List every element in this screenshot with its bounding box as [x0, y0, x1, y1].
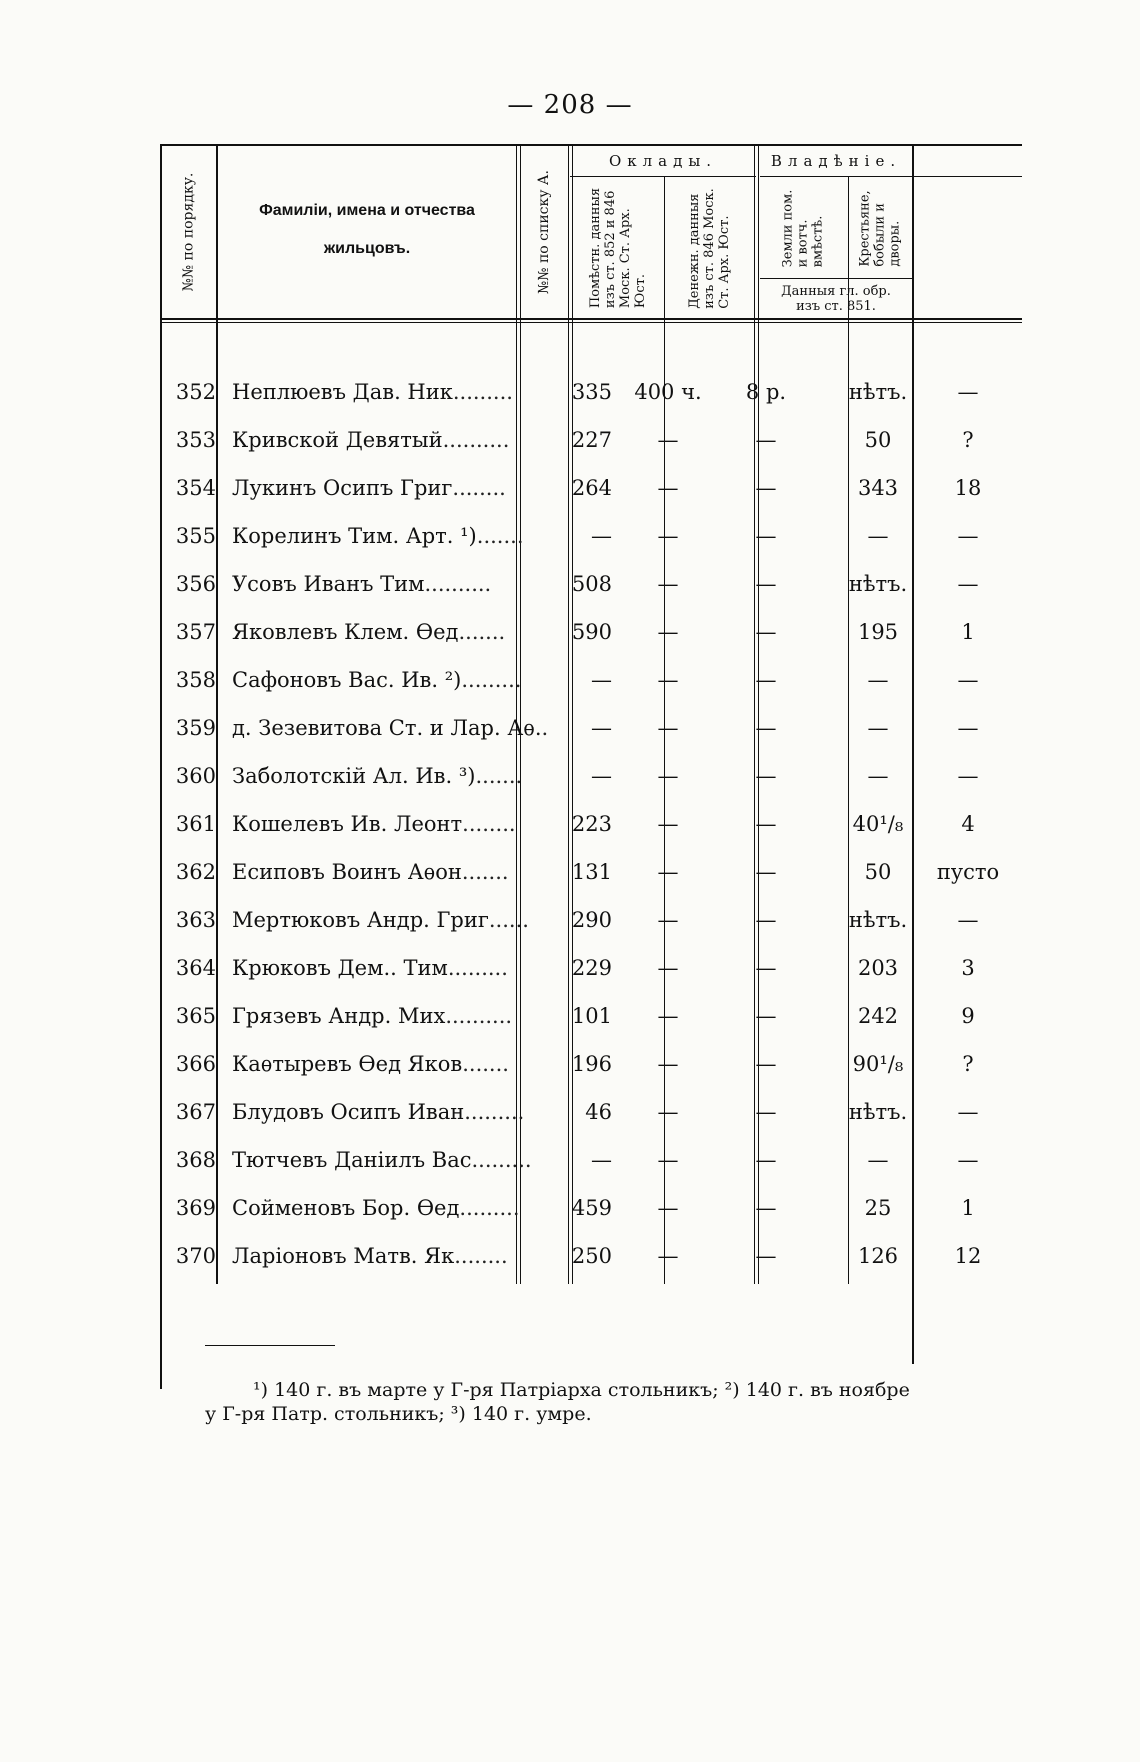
row-number: 366	[175, 1052, 216, 1076]
header-pomest	[573, 178, 663, 318]
zemli-value: —	[867, 1148, 889, 1172]
pomest-value: 400 ч.	[634, 380, 702, 404]
row-number: 355	[175, 524, 216, 548]
table-row	[160, 509, 1002, 563]
pomest-value: —	[657, 908, 679, 932]
header-zemli	[759, 178, 847, 278]
denezh-value: —	[755, 1244, 777, 1268]
krestyane-value: —	[957, 668, 979, 692]
table-row	[160, 653, 1002, 707]
header-zemli-2: и вотч.	[795, 218, 811, 267]
oklady-rule	[570, 176, 756, 177]
resident-name: Заболотскій Ал. Ив. ³).......	[232, 764, 523, 788]
denezh-value: —	[755, 668, 777, 692]
residents-table	[175, 151, 1022, 1660]
krestyane-value: —	[957, 572, 979, 596]
header-denezh-3: Ст. Арх. Юст.	[716, 214, 732, 309]
table-row	[160, 1133, 1002, 1187]
table-row	[160, 701, 1002, 755]
row-number: 365	[175, 1004, 216, 1028]
pomest-value: —	[657, 572, 679, 596]
zemli-value: нѣтъ.	[848, 1100, 908, 1124]
zemli-value: —	[867, 764, 889, 788]
krestyane-value: —	[957, 764, 979, 788]
footnote-rule	[205, 1345, 335, 1346]
table-row	[160, 365, 1002, 419]
krestyane-value: 12	[954, 1244, 982, 1268]
zemli-value: 343	[857, 476, 899, 500]
header-bottom-rule	[160, 318, 1022, 320]
list-number: 335	[571, 380, 612, 404]
table-row	[160, 605, 1002, 659]
table-row	[160, 941, 1002, 995]
resident-name: Ларіоновъ Матв. Як........	[232, 1244, 508, 1268]
denezh-value: —	[755, 524, 777, 548]
pomest-value: —	[657, 476, 679, 500]
header-zemli-1: Земли пом.	[780, 189, 796, 267]
zemli-value: —	[867, 668, 889, 692]
denezh-value: 8 р.	[745, 380, 787, 404]
pomest-value: —	[657, 524, 679, 548]
krestyane-value: 4	[961, 812, 975, 836]
krestyane-value: пусто	[936, 860, 1000, 884]
resident-name: Кошелевъ Ив. Леонт........	[232, 812, 516, 836]
denezh-value: —	[755, 1004, 777, 1028]
krestyane-value: 18	[954, 476, 982, 500]
list-number: 229	[571, 956, 612, 980]
krestyane-value: 9	[961, 1004, 975, 1028]
denezh-value: —	[755, 716, 777, 740]
krestyane-value: 1	[961, 620, 975, 644]
header-bottom-rule-2	[160, 322, 1022, 323]
denezh-value: —	[755, 1052, 777, 1076]
denezh-value: —	[755, 812, 777, 836]
header-oklady: Оклады.	[608, 151, 718, 170]
header-pomest-1: Помѣстн. данныя	[588, 187, 603, 309]
krestyane-value: 3	[961, 956, 975, 980]
denezh-value: —	[755, 764, 777, 788]
resident-name: Блудовъ Осипъ Иван.........	[232, 1100, 525, 1124]
pomest-value: —	[657, 764, 679, 788]
header-denezh-2: изъ ст. 846 Моск.	[701, 187, 717, 309]
row-number: 353	[175, 428, 216, 452]
list-number: 223	[571, 812, 612, 836]
resident-name: Мертюковъ Андр. Григ......	[232, 908, 529, 932]
zemli-value: 126	[857, 1244, 899, 1268]
row-number: 357	[175, 620, 216, 644]
resident-name: Крюковъ Дем.. Тим.........	[232, 956, 508, 980]
header-names-line2: жильцовъ.	[323, 240, 411, 257]
resident-name: Лукинъ Осипъ Григ........	[232, 476, 506, 500]
list-number: 101	[571, 1004, 612, 1028]
pomest-value: —	[657, 812, 679, 836]
row-number: 358	[175, 668, 216, 692]
header-denezh	[665, 178, 753, 318]
zemli-value: нѣтъ.	[848, 572, 908, 596]
table-row	[160, 461, 1002, 515]
zemli-value: 203	[857, 956, 899, 980]
row-number: 367	[175, 1100, 216, 1124]
resident-name: Тютчевъ Даніилъ Вас.........	[232, 1148, 532, 1172]
list-number: —	[591, 668, 612, 692]
krestyane-value: —	[957, 716, 979, 740]
table-row	[160, 413, 1002, 467]
pomest-value: —	[657, 1244, 679, 1268]
zemli-value: 40¹/₈	[852, 812, 904, 836]
pomest-value: —	[657, 1052, 679, 1076]
pomest-value: —	[657, 860, 679, 884]
pomest-value: —	[657, 1100, 679, 1124]
denezh-value: —	[755, 476, 777, 500]
row-number: 352	[175, 380, 216, 404]
zemli-value: нѣтъ.	[848, 908, 908, 932]
table-row	[160, 893, 1002, 947]
row-number: 359	[175, 716, 216, 740]
pomest-value: —	[657, 1196, 679, 1220]
denezh-value: —	[755, 1148, 777, 1172]
resident-name: Кривской Девятый..........	[232, 428, 510, 452]
row-number: 363	[175, 908, 216, 932]
footnotes	[205, 1378, 995, 1426]
pomest-value: —	[657, 1148, 679, 1172]
row-number: 360	[175, 764, 216, 788]
zemli-value: —	[867, 524, 889, 548]
denezh-value: —	[755, 1100, 777, 1124]
list-number: 131	[571, 860, 612, 884]
resident-name: Яковлевъ Клем. Ѳед.......	[232, 620, 506, 644]
krestyane-value: —	[957, 1100, 979, 1124]
header-source-note-2: изъ ст. 851.	[796, 299, 876, 314]
vladenie-source-rule	[760, 278, 914, 279]
header-zemli-3: вмѣстѣ.	[810, 215, 826, 267]
list-number: 508	[571, 572, 612, 596]
table-row	[160, 845, 1002, 899]
zemli-value: 195	[857, 620, 899, 644]
resident-name: Каѳтыревъ Ѳед Яков.......	[232, 1052, 509, 1076]
pomest-value: —	[657, 428, 679, 452]
denezh-value: —	[755, 572, 777, 596]
resident-name: Корелинъ Тим. Арт. ¹).......	[232, 524, 524, 548]
pomest-value: —	[657, 668, 679, 692]
footnote-line-2: у Г-ря Патр. стольникъ; ³) 140 г. умре.	[205, 1403, 592, 1425]
header-names-line1: Фамиліи, имена и отчества	[259, 202, 475, 219]
denezh-value: —	[755, 620, 777, 644]
zemli-value: нѣтъ.	[848, 380, 908, 404]
row-number: 368	[175, 1148, 216, 1172]
resident-name: Сафоновъ Вас. Ив. ²).........	[232, 668, 522, 692]
header-list-no: №№ по списку А.	[536, 170, 552, 294]
header-krestyane-3: дворы.	[887, 220, 903, 267]
resident-name: д. Зезевитова Ст. и Лар. Аѳ..	[232, 716, 549, 740]
pomest-value: —	[657, 956, 679, 980]
pomest-value: —	[657, 716, 679, 740]
pomest-value: —	[657, 1004, 679, 1028]
krestyane-value: —	[957, 908, 979, 932]
zemli-value: 242	[857, 1004, 899, 1028]
table-row	[160, 797, 1002, 851]
row-number: 356	[175, 572, 216, 596]
table-row	[160, 1229, 1002, 1283]
list-number: —	[591, 1148, 612, 1172]
denezh-value: —	[755, 908, 777, 932]
zemli-value: 90¹/₈	[852, 1052, 904, 1076]
krestyane-value: —	[957, 380, 979, 404]
header-krestyane	[849, 178, 911, 278]
list-number: 290	[571, 908, 612, 932]
table-row	[160, 749, 1002, 803]
denezh-value: —	[755, 860, 777, 884]
header-vladenie: Владѣніе.	[770, 151, 902, 170]
header-krestyane-2: бобыли и	[872, 202, 888, 267]
zemli-value: —	[867, 716, 889, 740]
resident-name: Усовъ Иванъ Тим..........	[232, 572, 492, 596]
list-number: —	[591, 764, 612, 788]
header-pomest-4: Юст.	[633, 273, 648, 309]
resident-name: Неплюевъ Дав. Ник.........	[232, 380, 513, 404]
resident-name: Сойменовъ Бор. Ѳед.........	[232, 1196, 520, 1220]
row-number: 370	[175, 1244, 216, 1268]
list-number: 196	[571, 1052, 612, 1076]
footnote-line-1: ¹) 140 г. въ марте у Г-ря Патріарха стольникъ; ²) 140 г. въ ноябре	[253, 1379, 910, 1401]
header-krestyane-1: Крестьяне,	[857, 189, 873, 267]
list-number: —	[591, 524, 612, 548]
header-order-no: №№ по порядку.	[180, 172, 196, 292]
zemli-value: 50	[864, 860, 892, 884]
page-number: — 208 —	[507, 90, 633, 120]
krestyane-value: —	[957, 1148, 979, 1172]
row-number: 354	[175, 476, 216, 500]
list-number: 250	[571, 1244, 612, 1268]
row-number: 361	[175, 812, 216, 836]
list-number: 227	[571, 428, 612, 452]
header-names	[218, 180, 516, 280]
denezh-value: —	[755, 956, 777, 980]
table-row	[160, 1181, 1002, 1235]
row-number: 369	[175, 1196, 216, 1220]
list-number: 46	[585, 1100, 612, 1124]
resident-name: Грязевъ Андр. Мих..........	[232, 1004, 513, 1028]
denezh-value: —	[755, 428, 777, 452]
krestyane-value: 1	[961, 1196, 975, 1220]
krestyane-value: ?	[962, 428, 974, 452]
table-row	[160, 1085, 1002, 1139]
table-row	[160, 1037, 1002, 1091]
krestyane-value: ?	[962, 1052, 974, 1076]
list-number: —	[591, 716, 612, 740]
zemli-value: 50	[864, 428, 892, 452]
row-number: 364	[175, 956, 216, 980]
krestyane-value: —	[957, 524, 979, 548]
table-row	[160, 989, 1002, 1043]
header-denezh-1: Денежн. данныя	[686, 193, 702, 309]
header-pomest-3: Моск. Ст. Арх.	[618, 208, 633, 309]
header-source-note	[759, 280, 913, 318]
list-number: 264	[571, 476, 612, 500]
header-pomest-2: изъ ст. 852 и 846	[603, 190, 618, 309]
list-number: 459	[571, 1196, 612, 1220]
vladenie-rule	[760, 176, 1022, 177]
denezh-value: —	[755, 1196, 777, 1220]
pomest-value: —	[657, 620, 679, 644]
list-number: 590	[571, 620, 612, 644]
table-row	[160, 557, 1002, 611]
header-source-note-1: Данныя гл. обр.	[781, 284, 891, 299]
zemli-value: 25	[864, 1196, 892, 1220]
row-number: 362	[175, 860, 216, 884]
resident-name: Есиповъ Воинъ Аѳон.......	[232, 860, 509, 884]
